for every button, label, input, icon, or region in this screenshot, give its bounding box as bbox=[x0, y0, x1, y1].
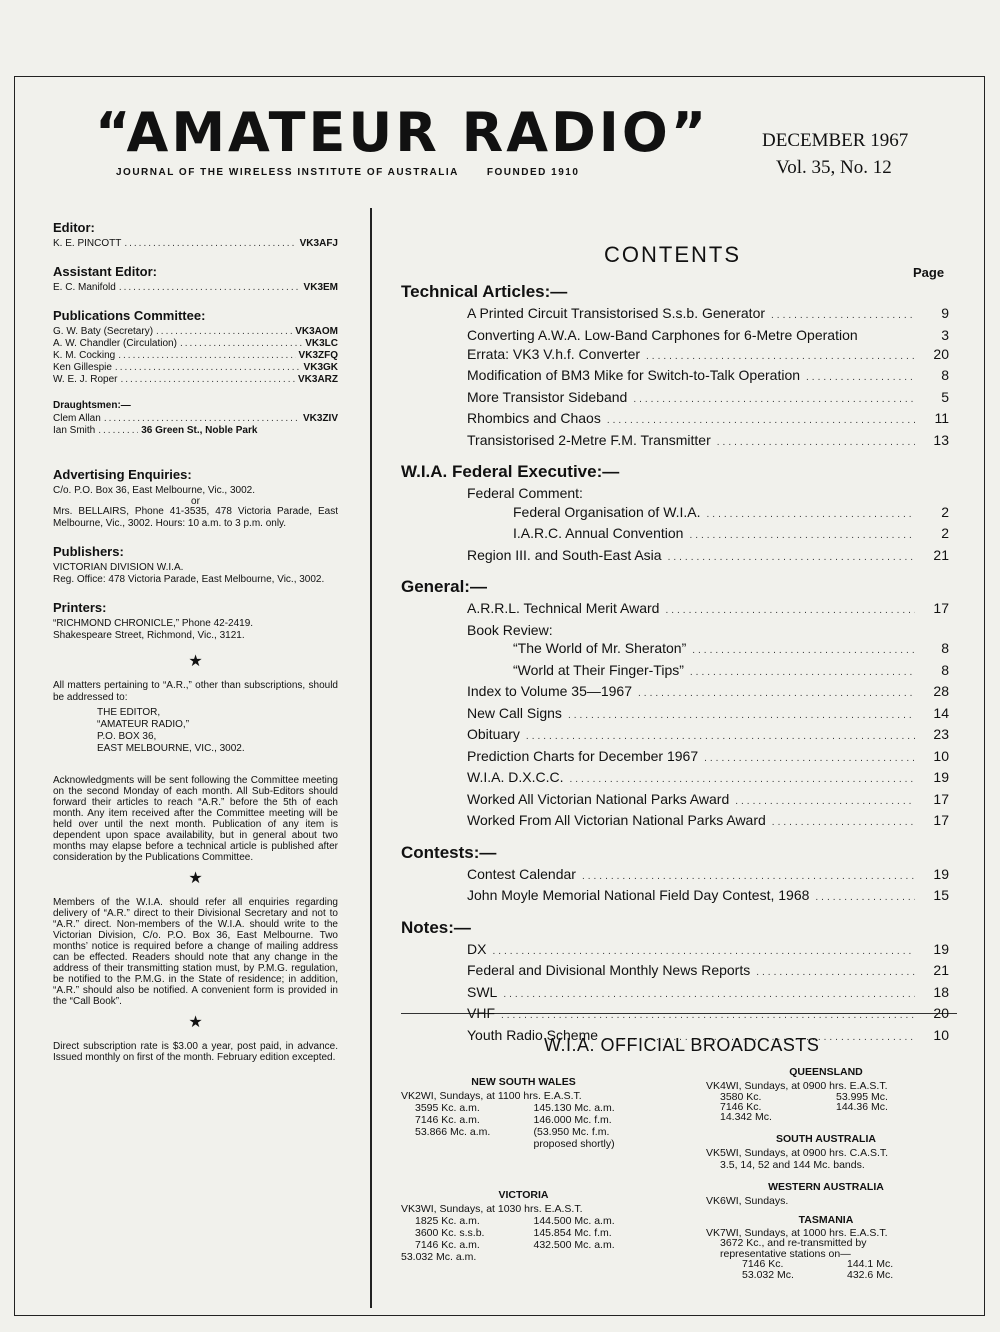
toc-page: 9 bbox=[941, 305, 949, 321]
toc-entry[interactable] bbox=[401, 961, 949, 983]
station-line: VK5WI, Sundays, at 0900 hrs. C.A.S.T. bbox=[706, 1147, 889, 1159]
frequency: 53.032 Mc. a.m. bbox=[401, 1251, 477, 1263]
staff-name: A. W. Chandler (Circulation) bbox=[53, 338, 177, 349]
toc-entry[interactable] bbox=[401, 366, 949, 388]
toc-page: 19 bbox=[933, 769, 949, 785]
editor-address bbox=[53, 707, 338, 755]
members-notice bbox=[53, 897, 338, 1007]
frequency: 53.995 Mc. bbox=[836, 1091, 888, 1103]
publishers-name: VICTORIAN DIVISION W.I.A. bbox=[53, 562, 184, 573]
toc-title: Modification of BM3 Mike for Switch-to-Talk Operation bbox=[467, 367, 801, 383]
staff-row bbox=[53, 282, 338, 294]
publishers-heading: Publishers: bbox=[53, 544, 124, 559]
toc-title: SWL bbox=[467, 983, 498, 1000]
toc-entry[interactable] bbox=[401, 940, 949, 962]
frequency-grid bbox=[401, 1102, 646, 1150]
broadcast-victoria bbox=[401, 1189, 646, 1263]
toc-entry[interactable] bbox=[401, 599, 949, 621]
advertising-section bbox=[53, 467, 338, 530]
broadcast-nsw bbox=[401, 1076, 646, 1150]
issue-date: DECEMBER 1967 bbox=[762, 130, 909, 151]
frequency-grid bbox=[706, 1092, 946, 1122]
staff-call: VK3AFJ bbox=[299, 238, 338, 249]
printers-section bbox=[53, 600, 338, 642]
toc-subheading-label: Book Review: bbox=[467, 621, 553, 638]
toc-title: Rhombics and Chaos bbox=[467, 410, 601, 426]
frequency: 144.1 Mc. bbox=[847, 1258, 894, 1270]
toc-entry[interactable] bbox=[401, 345, 949, 367]
staff-name: E. C. Manifold bbox=[53, 282, 116, 293]
toc-page: 17 bbox=[933, 600, 949, 616]
staff-row bbox=[53, 362, 338, 374]
toc-entry[interactable] bbox=[401, 704, 949, 726]
staff-name: G. W. Baty (Secretary) bbox=[53, 326, 154, 337]
founded-line: FOUNDED 1910 bbox=[486, 167, 580, 178]
toc-title: Federal Organisation of W.I.A. bbox=[513, 503, 701, 520]
toc-title: Index to Volume 35—1967 bbox=[467, 683, 633, 699]
broadcast-western-australia bbox=[706, 1181, 946, 1207]
frequency: 7146 Kc. bbox=[742, 1258, 784, 1270]
broadcast-queensland bbox=[706, 1066, 946, 1122]
frequency: 1825 Kc. a.m. bbox=[415, 1215, 480, 1227]
frequency: 145.854 Mc. f.m. bbox=[533, 1227, 612, 1239]
staff-call: VK3AOM bbox=[295, 326, 338, 337]
staff-address: 36 Green St., Noble Park bbox=[141, 425, 258, 436]
page-column-label: Page bbox=[913, 265, 945, 280]
toc-title: VHF bbox=[467, 1005, 495, 1021]
frequency: 7146 Kc. bbox=[720, 1101, 762, 1113]
toc-page: 8 bbox=[941, 640, 949, 656]
masthead-subtitle bbox=[116, 167, 579, 178]
toc-title: I.A.R.C. Annual Convention bbox=[513, 525, 684, 541]
toc-title: “The World of Mr. Sheraton” bbox=[513, 640, 687, 656]
table-of-contents bbox=[401, 280, 949, 1047]
toc-entry[interactable] bbox=[401, 768, 949, 790]
toc-entry[interactable] bbox=[401, 811, 949, 833]
address-line: THE EDITOR, bbox=[97, 707, 161, 718]
frequency: (53.950 Mc. f.m. bbox=[533, 1126, 610, 1138]
category-technical: Technical Articles:— bbox=[401, 282, 568, 301]
toc-page: 21 bbox=[933, 546, 949, 563]
relay-line: representative stations on— bbox=[720, 1247, 851, 1260]
frequency: 144.500 Mc. a.m. bbox=[533, 1215, 615, 1227]
toc-page: 18 bbox=[933, 983, 949, 1000]
staff-call: VK3LC bbox=[305, 338, 338, 349]
toc-entry[interactable] bbox=[401, 304, 949, 326]
category-notes: Notes:— bbox=[401, 917, 471, 937]
toc-page: 14 bbox=[933, 704, 949, 721]
toc-title: Worked All Victorian National Parks Award bbox=[467, 790, 730, 807]
column-divider bbox=[370, 208, 372, 1308]
toc-title: Contest Calendar bbox=[467, 865, 576, 882]
toc-title: Worked From All Victorian National Parks Award bbox=[467, 812, 766, 828]
frequency: 3600 Kc. s.s.b. bbox=[415, 1227, 485, 1239]
committee-section bbox=[53, 308, 338, 386]
printers-heading: Printers: bbox=[53, 600, 107, 615]
toc-title: Region III. and South-East Asia bbox=[467, 546, 662, 563]
toc-page: 10 bbox=[933, 1026, 949, 1043]
masthead-column bbox=[53, 220, 338, 1077]
draughtsmen-heading: Draughtsmen:— bbox=[53, 400, 131, 411]
toc-title: Federal and Divisional Monthly News Reports bbox=[467, 962, 751, 978]
toc-page: 20 bbox=[933, 1005, 949, 1021]
bands-line: 3.5, 14, 52 and 144 Mc. bands. bbox=[720, 1159, 865, 1171]
subscription-text: Direct subscription rate is $3.00 a year, post paid, in advance. Issued monthly on first of the month. February edition excepted. bbox=[53, 1041, 338, 1063]
staff-name: K. E. PINCOTT bbox=[53, 238, 122, 249]
toc-subheading bbox=[401, 484, 949, 503]
toc-title: Converting A.W.A. Low-Band Carphones for 6-Metre Operation bbox=[467, 326, 858, 343]
toc-entry[interactable] bbox=[401, 503, 949, 525]
staff-row bbox=[53, 425, 338, 437]
state-name: WESTERN AUSTRALIA bbox=[768, 1181, 884, 1193]
toc-page: 2 bbox=[941, 503, 949, 520]
frequency: 53.866 Mc. a.m. bbox=[415, 1126, 491, 1138]
station-line: VK6WI, Sundays. bbox=[706, 1195, 789, 1207]
toc-page: 8 bbox=[941, 661, 949, 678]
staff-name: Clem Allan bbox=[53, 413, 101, 424]
relay-line: 3672 Kc., and re-transmitted by bbox=[720, 1237, 867, 1249]
contents-title: CONTENTS bbox=[604, 242, 741, 267]
staff-call: VK3ZFQ bbox=[298, 350, 338, 361]
broadcast-tasmania bbox=[706, 1215, 946, 1280]
category-federal: W.I.A. Federal Executive:— bbox=[401, 462, 620, 481]
committee-heading: Publications Committee: bbox=[53, 308, 206, 323]
staff-name: W. E. J. Roper bbox=[53, 374, 118, 385]
address-line: “AMATEUR RADIO,” bbox=[97, 719, 190, 730]
frequency: 7146 Kc. a.m. bbox=[415, 1239, 480, 1251]
advertising-heading: Advertising Enquiries: bbox=[53, 467, 192, 482]
toc-page: 10 bbox=[933, 747, 949, 764]
advertising-line: C/o. P.O. Box 36, East Melbourne, Vic., 3002. bbox=[53, 485, 255, 496]
staff-row bbox=[53, 413, 338, 425]
matters-text: All matters pertaining to “A.R.,” other than subscriptions, should be addressed to: bbox=[53, 680, 338, 703]
station-line: VK2WI, Sundays, at 1100 hrs. E.A.S.T. bbox=[401, 1090, 582, 1102]
toc-entry[interactable] bbox=[401, 725, 949, 747]
toc-entry[interactable] bbox=[401, 886, 949, 908]
frequency: 145.130 Mc. a.m. bbox=[533, 1102, 615, 1114]
category-general: General:— bbox=[401, 577, 487, 596]
toc-subheading bbox=[401, 621, 949, 640]
advertising-contact: Mrs. BELLAIRS, Phone 41-3535, 478 Victoria Parade, East Melbourne, Vic., 3002. Hours: 10 a.m. to 3 p.m. only. bbox=[53, 506, 338, 529]
frequency-grid bbox=[706, 1259, 946, 1280]
station-line: VK7WI, Sundays, at 1000 hrs. E.A.S.T. bbox=[706, 1226, 888, 1239]
subscription-notice bbox=[53, 1041, 338, 1063]
station-line: VK3WI, Sundays, at 1030 hrs. E.A.S.T. bbox=[401, 1203, 583, 1215]
broadcasts-title: W.I.A. OFFICIAL BROADCASTS bbox=[544, 1035, 820, 1055]
toc-entry[interactable] bbox=[401, 409, 949, 431]
members-text: Members of the W.I.A. should refer all enquiries regarding delivery of “A.R.” direct to their Divisional Secretary and not to “A.R.” direct. Non-members of the W.I.A. should write to the Victorian Division, C/o. P.O. Box 36, East Melbourne. Two months’ notice is required before a change of mailing address can be effected. Readers should note that any change in the address of their transmitting station must, by P.M.G. regulation, be notified to the P.M.G. in the State of residence; in addition, “A.R.” should also be notified. A convenient form is provided in the “Call Book”. bbox=[53, 897, 338, 1007]
draughtsmen-section bbox=[53, 400, 338, 437]
toc-page: 13 bbox=[933, 431, 949, 448]
toc-page: 11 bbox=[934, 410, 949, 426]
toc-page: 19 bbox=[933, 865, 949, 882]
toc-entry[interactable] bbox=[401, 388, 949, 410]
toc-page: 2 bbox=[941, 525, 949, 541]
star-icon: ★ bbox=[188, 1014, 203, 1031]
star-icon: ★ bbox=[188, 870, 203, 887]
toc-title: New Call Signs bbox=[467, 704, 562, 721]
toc-entry[interactable] bbox=[401, 790, 949, 812]
advertising-or: or bbox=[191, 496, 200, 507]
frequency-grid bbox=[401, 1215, 646, 1251]
toc-page: 17 bbox=[933, 812, 949, 828]
acknowledgments-text: Acknowledgments will be sent following the Committee meeting on the second Monday of each month. All Sub-Editors should forward their articles to reach “A.R.” before the 5th of each month. Any item received after the Committee meeting will be held over until the next month. Publication of any item is dependent upon space availability, but in general about two months may elapse before a technical article is published after consideration by the Publications Committee. bbox=[53, 775, 338, 863]
toc-entry[interactable] bbox=[401, 747, 949, 769]
frequency: 7146 Kc. a.m. bbox=[415, 1114, 480, 1126]
station-line: VK4WI, Sundays, at 0900 hrs. E.A.S.T. bbox=[706, 1080, 888, 1092]
journal-line: JOURNAL OF THE WIRELESS INSTITUTE OF AUSTRALIA bbox=[116, 167, 459, 178]
toc-entry[interactable] bbox=[401, 865, 949, 887]
staff-row bbox=[53, 350, 338, 362]
address-line: EAST MELBOURNE, VIC., 3002. bbox=[97, 743, 245, 754]
frequency: 146.000 Mc. f.m. bbox=[533, 1114, 612, 1126]
printers-name: “RICHMOND CHRONICLE,” Phone 42-2419. bbox=[53, 618, 254, 629]
toc-title: John Moyle Memorial National Field Day Contest, 1968 bbox=[467, 887, 810, 903]
broadcast-south-australia bbox=[706, 1133, 946, 1171]
toc-title: A Printed Circuit Transistorised S.s.b. Generator bbox=[467, 305, 766, 321]
publishers-section bbox=[53, 544, 338, 586]
staff-call: VK3ZIV bbox=[302, 413, 338, 424]
staff-row bbox=[53, 238, 338, 250]
staff-name: Ian Smith bbox=[53, 425, 96, 436]
frequency: 53.032 Mc. bbox=[742, 1268, 794, 1281]
editor-heading: Editor: bbox=[53, 220, 95, 235]
frequency: 14.342 Mc. bbox=[720, 1111, 772, 1123]
frequency: 3580 Kc. bbox=[720, 1091, 762, 1103]
staff-row bbox=[53, 326, 338, 338]
toc-page: 28 bbox=[933, 683, 949, 699]
state-name: VICTORIA bbox=[498, 1189, 549, 1201]
state-name: TASMANIA bbox=[798, 1214, 854, 1226]
toc-entry[interactable] bbox=[401, 546, 949, 568]
toc-entry[interactable] bbox=[401, 682, 949, 704]
assistant-heading: Assistant Editor: bbox=[53, 264, 158, 279]
toc-title: A.R.R.L. Technical Merit Award bbox=[467, 600, 660, 616]
staff-call: VK3GK bbox=[303, 362, 338, 373]
toc-title: W.I.A. D.X.C.C. bbox=[467, 769, 564, 785]
toc-entry[interactable] bbox=[401, 326, 949, 345]
assistant-editor-section bbox=[53, 264, 338, 294]
staff-call: VK3EM bbox=[303, 282, 338, 293]
toc-subheading-label: Federal Comment: bbox=[467, 485, 583, 501]
toc-title: “World at Their Finger-Tips” bbox=[513, 661, 684, 678]
state-name: QUEENSLAND bbox=[789, 1066, 863, 1078]
toc-entry[interactable] bbox=[401, 1004, 949, 1026]
state-name: SOUTH AUSTRALIA bbox=[776, 1133, 876, 1145]
printers-address: Shakespeare Street, Richmond, Vic., 3121. bbox=[53, 630, 245, 641]
toc-page: 17 bbox=[933, 790, 949, 807]
frequency: 3595 Kc. a.m. bbox=[415, 1102, 480, 1114]
matters-notice bbox=[53, 680, 338, 755]
toc-page: 15 bbox=[933, 887, 949, 903]
frequency: 144.36 Mc. bbox=[836, 1101, 888, 1113]
toc-page: 8 bbox=[941, 367, 949, 383]
frequency: 432.6 Mc. bbox=[847, 1268, 894, 1281]
issue-volume: Vol. 35, No. 12 bbox=[776, 157, 892, 178]
staff-row bbox=[53, 338, 338, 350]
editor-section bbox=[53, 220, 338, 250]
toc-title: DX bbox=[467, 940, 487, 957]
toc-page: 5 bbox=[941, 388, 949, 405]
frequency-note: proposed shortly) bbox=[533, 1138, 615, 1150]
masthead-title: “AMATEUR RADIO” bbox=[95, 101, 710, 164]
frequency: 432.500 Mc. a.m. bbox=[533, 1239, 615, 1251]
toc-entry[interactable] bbox=[401, 639, 949, 661]
state-name: NEW SOUTH WALES bbox=[471, 1076, 576, 1088]
toc-page: 20 bbox=[933, 345, 949, 362]
toc-title: Errata: VK3 V.h.f. Converter bbox=[467, 345, 641, 362]
staff-name: Ken Gillespie bbox=[53, 362, 112, 373]
toc-page: 19 bbox=[933, 940, 949, 957]
toc-title: Prediction Charts for December 1967 bbox=[467, 747, 699, 764]
toc-page: 23 bbox=[933, 726, 949, 742]
toc-entry[interactable] bbox=[401, 661, 949, 683]
toc-title: Transistorised 2-Metre F.M. Transmitter bbox=[467, 431, 711, 448]
toc-entry[interactable] bbox=[401, 983, 949, 1005]
staff-call: VK3ARZ bbox=[297, 374, 338, 385]
toc-page: 3 bbox=[941, 326, 949, 343]
category-contests: Contests:— bbox=[401, 842, 497, 862]
staff-row bbox=[53, 374, 338, 386]
publishers-office: Reg. Office: 478 Victoria Parade, East Melbourne, Vic., 3002. bbox=[53, 574, 325, 585]
acknowledgments-notice bbox=[53, 775, 338, 863]
toc-title: Obituary bbox=[467, 726, 520, 742]
toc-entry[interactable] bbox=[401, 524, 949, 546]
address-line: P.O. BOX 36, bbox=[97, 731, 157, 742]
toc-title: More Transistor Sideband bbox=[467, 388, 628, 405]
toc-entry[interactable] bbox=[401, 431, 949, 453]
toc-title: Youth Radio Scheme bbox=[467, 1026, 599, 1043]
star-icon: ★ bbox=[188, 653, 203, 670]
staff-name: K. M. Cocking bbox=[53, 350, 116, 361]
toc-page: 21 bbox=[933, 962, 949, 978]
